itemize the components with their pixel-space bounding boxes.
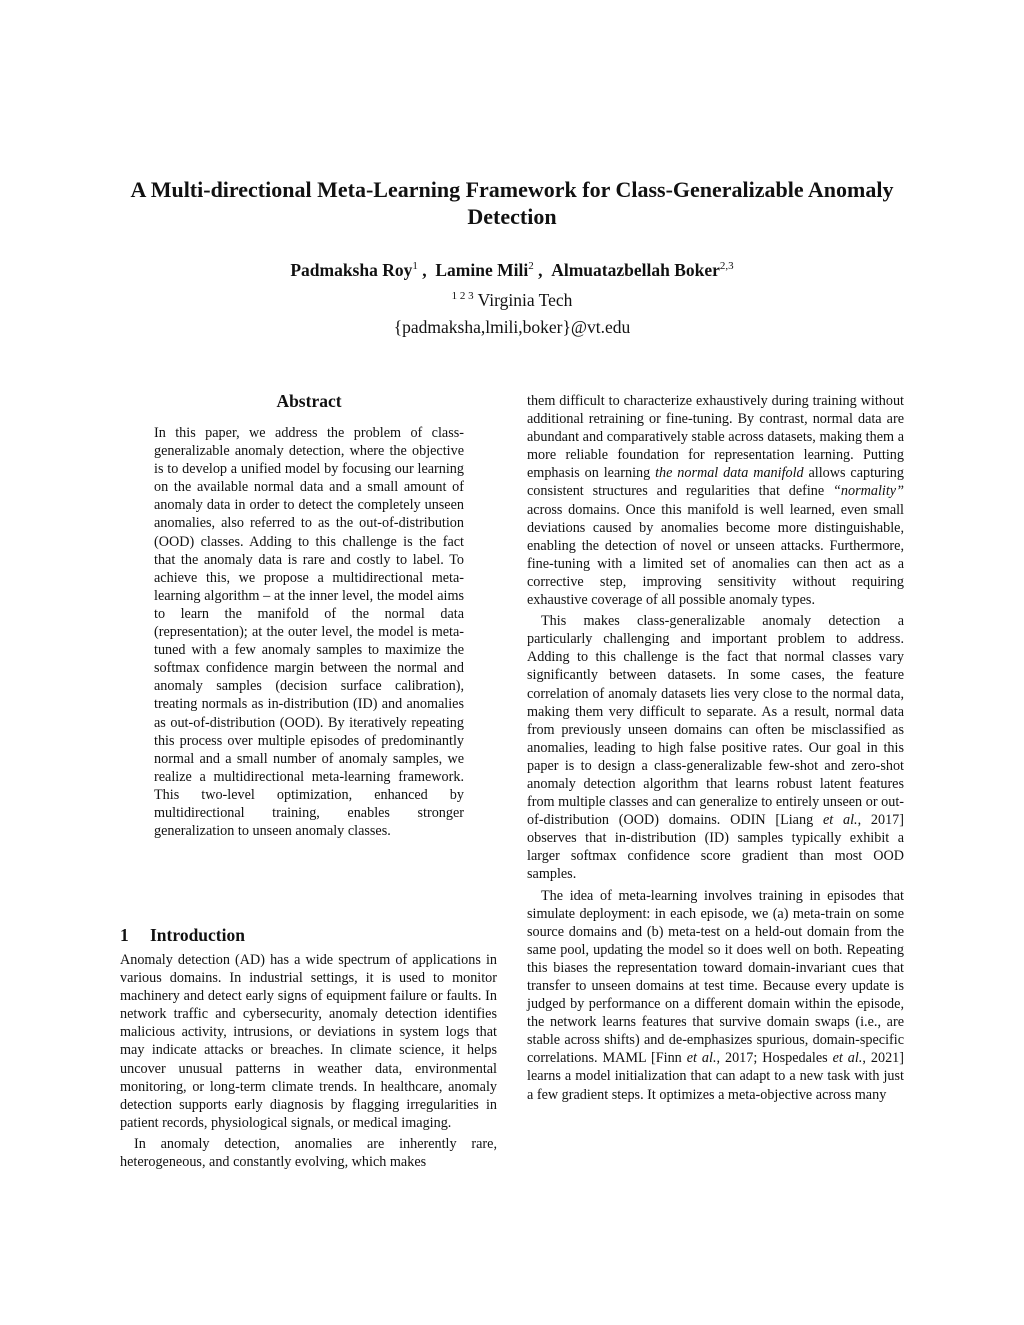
- affiliation-marks: 1 2 3: [451, 290, 474, 303]
- text-run: allows capturing consistent structures and regularities that define: [527, 465, 904, 500]
- section-heading: [120, 925, 497, 946]
- affiliation-name: Virginia Tech: [477, 290, 573, 310]
- emphasis-text: et al.: [822, 812, 858, 829]
- right-column: [527, 392, 904, 1104]
- paper-title: A Multi-directional Meta-Learning Framework for Class-Generalizable Anomaly Detection: [130, 177, 894, 229]
- abstract-heading: Abstract: [276, 391, 342, 411]
- author-email: {padmaksha,lmili,boker}@vt.edu: [393, 317, 631, 337]
- emphasis-text: et al.: [686, 1050, 717, 1067]
- author-name: Lamine Mili: [435, 260, 529, 280]
- body-paragraph: [527, 887, 904, 1104]
- affiliation: [100, 290, 924, 311]
- body-paragraph: [527, 612, 904, 883]
- text-run: them difficult to characterize exhaustively during training without additional retraining or fine-tuning. By contrast, normal data are abundant and comparatively stable across datasets, making them a more reliable foundation for representation learning. Putting emphasis on learning: [527, 393, 904, 482]
- section-number: 1: [120, 925, 129, 945]
- text-run: , 2017; Hospedales: [716, 1050, 833, 1067]
- emphasis-text: “normality”: [833, 483, 904, 500]
- body-paragraph: [527, 392, 904, 609]
- author-affiliation-mark: 2: [528, 260, 534, 273]
- text-run: , 2017] observes that in-distribution (ID) samples typically exhibit a larger softmax confidence score gradient than most OOD samples.: [527, 812, 904, 883]
- author-affiliation-mark: 1: [412, 260, 418, 273]
- intro-paragraph: In anomaly detection, anomalies are inherently rare, heterogeneous, and constantly evolving, which makes: [120, 1135, 497, 1171]
- author-name: Padmaksha Roy: [290, 260, 413, 280]
- intro-paragraph: Anomaly detection (AD) has a wide spectrum of applications in various domains. In industrial settings, it is used to monitor machinery and detect early signs of equipment failure or faults. In network traffic and cybersecurity, anomaly detection identifies malicious activity, intrusions, or deviations in system logs that may indicate attacks or breaches. In climate science, it helps uncover unusual patterns in weather data, environmental monitoring, or long-term climate trends. In healthcare, anomaly detection supports early diagnosis by flagging irregularities in patient records, physiological signals, or medical imaging.: [120, 952, 497, 1131]
- text-run: , 2021] learns a model initialization that can adapt to a new task with just a few gradient steps. It optimizes a meta-objective across many: [527, 1050, 905, 1103]
- text-run: The idea of meta-learning involves training in episodes that simulate deployment: in each episode, we (a) meta-train on some source domains and (b) meta-test on a held-out domain from the same pool, updating the model so it does well on both. Repeating this biases the representation toward domain-invariant cues that transfer to unseen domains at test time. Because every update is judged by performance on a different domain within the episode, the network learns features that survive domain swaps (i.e., are stable across shifts) and de-emphasizes spurious, domain-specific correlations. MAML [Finn: [527, 887, 904, 1067]
- text-run: This makes class-generalizable anomaly detection a particularly challenging and important problem to address. Adding to this challenge is the fact that normal classes vary significantly between datasets. In some cases, the feature correlation of anomaly datasets lies very close to the normal data, making them very difficult to separate. As a result, normal data from previously unseen domains can often be misclassified as anomalies, leading to high false positive rates. Our goal in this paper is to design a class-generalizable few-shot and zero-shot anomaly detection algorithm that learns robust latent features from multiple classes and can generalize to entirely unseen or out-of-distribution (OOD) domains. ODIN [Liang: [527, 613, 904, 829]
- section-title: Introduction: [150, 925, 245, 945]
- text-run: across domains. Once this manifold is well learned, even small deviations caused by anomalies become more distinguishable, enabling the detection of novel or unseen attacks. Furthermore, fine-tuning with a limited set of anomalies can then act as a corrective step, improving sensitivity without requiring exhaustive coverage of all possible anomaly types.: [527, 501, 904, 609]
- abstract-text: [154, 424, 464, 840]
- left-column: [120, 951, 497, 1171]
- author-affiliation-mark: 2,3: [719, 260, 734, 273]
- emphasis-text: et al.: [832, 1050, 863, 1067]
- emphasis-text: the normal data manifold: [655, 465, 804, 482]
- abstract-paragraph: In this paper, we address the problem of class-generalizable anomaly detection, where the objective is to develop a unified model by focusing our learning on the available normal data and a small amount of anomaly data in order to detect the completely unseen anomalies, also referred to as the out-of-distribution (OOD) classes. Adding to this challenge is the fact that the anomaly data is rare and costly to label. To achieve this, we propose a multidirectional meta-learning algorithm – at the inner level, the model aims to learn the manifold of the normal data (representation); at the outer level, the model is meta-tuned with a few anomaly samples to maximize the softmax confidence margin between the normal and anomaly samples (decision surface calibration), treating normals as in-distribution (ID) and anomalies as out-of-distribution (OOD). By iteratively repeating this process over multiple episodes of predominantly normal and a small number of anomaly samples, we realize a multidirectional meta-learning framework. This two-level optimization, enhanced by multidirectional training, enables stronger generalization to unseen anomaly classes.: [154, 425, 464, 840]
- author-name: Almuatazbellah Boker: [551, 260, 720, 280]
- author-list: Padmaksha Roy$^1$ , Lamine Mili$^2$ , Almuatazbellah Boker$^{2,3}$: [290, 260, 734, 280]
